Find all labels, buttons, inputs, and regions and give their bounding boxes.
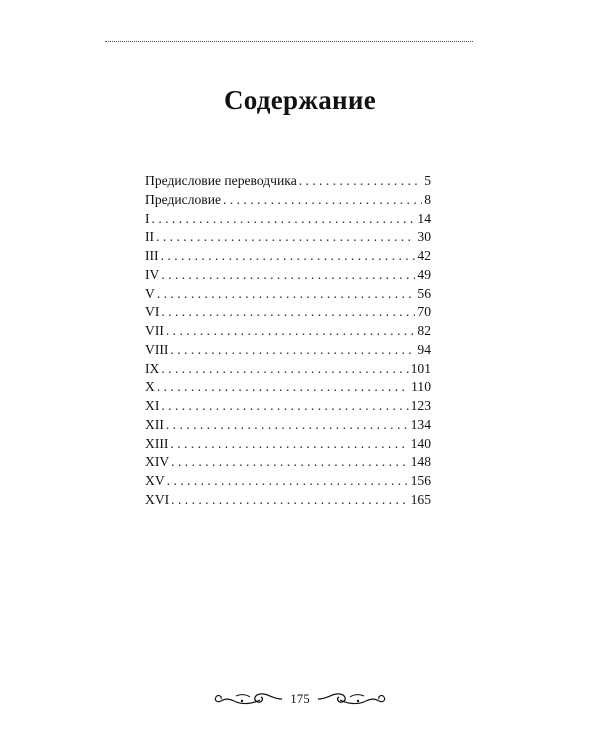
- toc-entry[interactable]: [145, 228, 431, 247]
- toc-entry[interactable]: [145, 397, 431, 416]
- toc-entry-page: 94: [417, 341, 431, 357]
- toc-entry-page: 8: [424, 191, 431, 207]
- toc-entry-page: 148: [410, 454, 431, 470]
- toc-entry-label: XIII: [145, 435, 169, 451]
- toc-entry[interactable]: [145, 266, 431, 285]
- toc-leader-dots: [170, 341, 415, 360]
- toc-leader-dots: [156, 228, 415, 247]
- toc-leader-dots: [161, 266, 415, 285]
- toc-leader-dots: [170, 435, 408, 454]
- toc-entry-page: 56: [417, 285, 431, 301]
- toc-entry-label: Предисловие переводчика: [145, 173, 297, 188]
- toc-entry-label: II: [145, 229, 155, 245]
- toc-entry-label: IX: [145, 360, 160, 376]
- toc-entry-label: VI: [145, 304, 160, 320]
- toc-entry-label: Предисловие: [145, 191, 222, 207]
- toc-leader-dots: [171, 453, 408, 472]
- toc-entry[interactable]: [145, 435, 431, 454]
- toc-leader-dots: [161, 397, 408, 416]
- toc-entry-label: XI: [145, 398, 160, 413]
- flourish-ornament-left-icon: [212, 688, 284, 710]
- toc-leader-dots: [161, 360, 408, 379]
- toc-entry-page: 82: [417, 323, 431, 338]
- toc-entry-page: 156: [410, 473, 431, 488]
- toc-entry-label: VII: [145, 323, 164, 338]
- toc-entry-page: 30: [417, 229, 431, 245]
- toc-leader-dots: [152, 210, 416, 229]
- toc-leader-dots: [161, 247, 416, 266]
- toc-entry[interactable]: [145, 303, 431, 322]
- page-title: Содержание: [223, 85, 377, 115]
- page-number: 175: [290, 691, 310, 706]
- toc-leader-dots: [161, 303, 415, 322]
- toc-entry-label: XV: [145, 473, 165, 488]
- toc-leader-dots: [166, 416, 409, 435]
- toc-entry-page: 140: [410, 435, 431, 451]
- toc-entry-label: XVI: [145, 491, 170, 507]
- toc-entry[interactable]: [145, 210, 431, 229]
- toc-entry[interactable]: [145, 491, 431, 510]
- toc-entry-label: X: [145, 379, 155, 395]
- flourish-ornament-right-icon: [316, 688, 388, 710]
- toc-entry[interactable]: [145, 191, 431, 210]
- toc-entry[interactable]: [145, 453, 431, 472]
- toc-leader-dots: [299, 172, 422, 191]
- toc-entry-page: 123: [410, 398, 431, 413]
- toc-entry[interactable]: [145, 172, 431, 191]
- toc-leader-dots: [157, 378, 409, 397]
- toc-entry-page: 42: [417, 248, 431, 263]
- toc-entry-page: 134: [410, 416, 431, 432]
- toc-entry[interactable]: [145, 322, 431, 341]
- toc-entry-page: 110: [411, 379, 431, 395]
- toc-entry-page: 49: [417, 266, 431, 282]
- toc-entry[interactable]: [145, 378, 431, 397]
- toc-entry-page: 70: [417, 304, 431, 320]
- toc-entry-page: 14: [417, 210, 431, 226]
- toc-leader-dots: [167, 472, 409, 491]
- toc-entry-label: III: [145, 248, 159, 263]
- toc-entry-page: 165: [410, 491, 431, 507]
- toc-entry-label: XIV: [145, 454, 170, 470]
- toc-entry-page: 5: [424, 173, 431, 188]
- toc-entry-page: 101: [410, 360, 431, 376]
- toc-entry[interactable]: [145, 416, 431, 435]
- toc-entry-label: IV: [145, 266, 160, 282]
- toc-entry-label: VIII: [145, 341, 169, 357]
- header-dotted-rule: [105, 41, 473, 42]
- toc-entry-label: XII: [145, 416, 164, 432]
- toc-leader-dots: [223, 191, 422, 210]
- page-footer: [200, 684, 400, 714]
- toc-leader-dots: [166, 322, 416, 341]
- toc-leader-dots: [157, 285, 416, 304]
- toc-entry[interactable]: [145, 247, 431, 266]
- table-of-contents: [145, 172, 431, 510]
- toc-leader-dots: [171, 491, 408, 510]
- toc-entry[interactable]: [145, 360, 431, 379]
- toc-entry-label: V: [145, 285, 155, 301]
- toc-entry[interactable]: [145, 341, 431, 360]
- toc-entry[interactable]: [145, 472, 431, 491]
- toc-entry-label: I: [145, 210, 150, 226]
- toc-entry[interactable]: [145, 285, 431, 304]
